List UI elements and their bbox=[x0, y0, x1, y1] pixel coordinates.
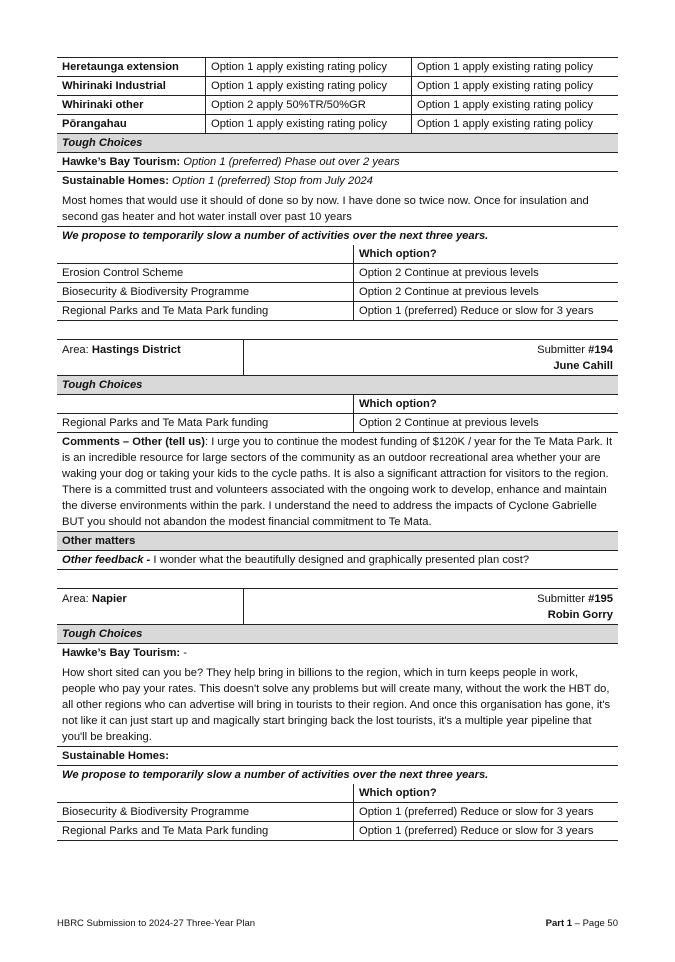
area-label: Area: bbox=[62, 344, 89, 356]
hbt-label: Hawke’s Bay Tourism: bbox=[62, 647, 181, 659]
page-footer bbox=[57, 918, 618, 929]
option-cell: Option 1 apply existing rating policy bbox=[412, 115, 619, 134]
area-label: Area: bbox=[62, 593, 89, 605]
comments-text: : I urge you to continue the modest funding of $120K / year for the Te Mata Park. It is an incredible resource for large sectors of the community as an outdoor recreational area whether your are waking your dog or taking your kids to the cycle paths. It is also a significant attraction for visitors to the region. There is a committed trust and volunteers associated with the ongoing work to develop, enhance and maintain the diverse environments within the park. I understand the need to address the impacts of Cyclone Gabrielle BUT you should not abandon the modest financial commitment to Te Mata. bbox=[62, 436, 613, 528]
area-cell: Whirinaki Industrial bbox=[57, 77, 206, 96]
other-matters-heading: Other matters bbox=[57, 532, 618, 551]
tough-choices-heading: Tough Choices bbox=[57, 376, 618, 395]
submitter-name: June Cahill bbox=[553, 360, 613, 372]
activity-name: Erosion Control Scheme bbox=[57, 264, 354, 283]
table-header-row bbox=[57, 395, 618, 414]
submitter-name: Robin Gorry bbox=[547, 609, 613, 621]
option-cell: Option 1 apply existing rating policy bbox=[206, 58, 412, 77]
page-label: – Page 50 bbox=[572, 918, 618, 929]
part-label: Part 1 bbox=[545, 918, 573, 929]
option-cell: Option 1 apply existing rating policy bbox=[412, 96, 619, 115]
table-row bbox=[57, 822, 618, 841]
submission-194-header bbox=[57, 339, 618, 376]
which-option-header: Which option? bbox=[354, 784, 619, 803]
activities-table bbox=[57, 245, 618, 321]
which-option-header: Which option? bbox=[354, 245, 619, 264]
sh-line: Sustainable Homes: bbox=[57, 747, 618, 766]
area-cell bbox=[57, 340, 244, 376]
activity-option: Option 1 (preferred) Reduce or slow for 3 years bbox=[354, 803, 619, 822]
footer-title: HBRC Submission to 2024-27 Three-Year Plan bbox=[57, 918, 256, 929]
option-cell: Option 1 apply existing rating policy bbox=[412, 77, 619, 96]
area-name: Hastings District bbox=[91, 344, 181, 356]
hbt-line bbox=[57, 153, 618, 172]
slow-activities-heading: We propose to temporarily slow a number of activities over the next three years. bbox=[62, 230, 489, 242]
area-cell bbox=[57, 589, 244, 625]
activity-option: Option 2 Continue at previous levels bbox=[354, 264, 619, 283]
option-cell: Option 1 apply existing rating policy bbox=[206, 115, 412, 134]
activity-option: Option 2 Continue at previous levels bbox=[354, 283, 619, 302]
option-cell: Option 1 apply existing rating policy bbox=[206, 77, 412, 96]
option-cell: Option 1 apply existing rating policy bbox=[412, 58, 619, 77]
sh-comment: Most homes that would use it should of done so by now. I have done so twice now. Once for insulation and second gas heater and hot water install over past 10 years bbox=[57, 190, 618, 227]
table-row bbox=[57, 264, 618, 283]
table-row bbox=[57, 58, 618, 77]
area-cell: Pōrangahau bbox=[57, 115, 206, 134]
area-cell: Whirinaki other bbox=[57, 96, 206, 115]
table-row bbox=[57, 77, 618, 96]
hbt-value: Option 1 (preferred) Phase out over 2 years bbox=[183, 156, 400, 168]
submitter-cell bbox=[244, 340, 619, 376]
activity-name: Regional Parks and Te Mata Park funding bbox=[57, 822, 354, 841]
activity-name: Biosecurity & Biodiversity Programme bbox=[57, 803, 354, 822]
submission-195-header bbox=[57, 588, 618, 625]
table-row bbox=[57, 414, 618, 433]
table-row bbox=[57, 283, 618, 302]
hbt-value: - bbox=[180, 647, 187, 659]
feedback-label: Other feedback - bbox=[62, 554, 151, 566]
hbt-label: Hawke’s Bay Tourism: bbox=[62, 156, 181, 168]
tough-choices-heading: Tough Choices bbox=[57, 134, 618, 153]
feedback-text: I wonder what the beautifully designed and graphically presented plan cost? bbox=[150, 554, 530, 566]
activities-table bbox=[57, 784, 618, 841]
submitter-number: #195 bbox=[588, 593, 613, 605]
table-header-row bbox=[57, 245, 618, 264]
submitter-cell bbox=[244, 589, 619, 625]
document-page bbox=[57, 57, 618, 841]
sh-label: Sustainable Homes: bbox=[62, 175, 169, 187]
page-number bbox=[546, 918, 618, 929]
area-name: Napier bbox=[91, 593, 127, 605]
comments-label: Comments – Other (tell us) bbox=[62, 436, 205, 448]
submitter-label: Submitter bbox=[537, 344, 585, 356]
comments-block bbox=[57, 433, 618, 532]
tough-choices-heading: Tough Choices bbox=[57, 625, 618, 644]
table-row bbox=[57, 302, 618, 321]
sh-line bbox=[57, 172, 618, 190]
activity-option: Option 1 (preferred) Reduce or slow for 3 years bbox=[354, 302, 619, 321]
slow-activities-heading: We propose to temporarily slow a number of activities over the next three years. bbox=[62, 769, 489, 781]
sh-value: Option 1 (preferred) Stop from July 2024 bbox=[172, 175, 373, 187]
table-row bbox=[57, 96, 618, 115]
activity-name: Regional Parks and Te Mata Park funding bbox=[57, 302, 354, 321]
submitter-number: #194 bbox=[588, 344, 613, 356]
activity-name: Regional Parks and Te Mata Park funding bbox=[57, 414, 354, 433]
activities-table bbox=[57, 395, 618, 433]
rating-options-table bbox=[57, 57, 618, 134]
hbt-comment: How short sited can you be? They help bring in billions to the region, which in turn keeps people in work, people who pay your rates. This doesn't solve any problems but will create many, without the work the HBT do, all other regions who can advertise will bring in tourists to their region. And once this organisation has gone, it's not like it can just start up and magically start bringing back the lost tourists, it's a multiple year pipeline that you'll be breaking. bbox=[57, 662, 618, 747]
hbt-line bbox=[57, 644, 618, 662]
area-cell: Heretaunga extension bbox=[57, 58, 206, 77]
activity-option: Option 2 Continue at previous levels bbox=[354, 414, 619, 433]
activity-name: Biosecurity & Biodiversity Programme bbox=[57, 283, 354, 302]
activity-option: Option 1 (preferred) Reduce or slow for 3 years bbox=[354, 822, 619, 841]
submitter-label: Submitter bbox=[537, 593, 585, 605]
which-option-header: Which option? bbox=[354, 395, 619, 414]
table-row bbox=[57, 115, 618, 134]
table-row bbox=[57, 803, 618, 822]
option-cell: Option 2 apply 50%TR/50%GR bbox=[206, 96, 412, 115]
other-feedback bbox=[57, 551, 618, 570]
table-header-row bbox=[57, 784, 618, 803]
